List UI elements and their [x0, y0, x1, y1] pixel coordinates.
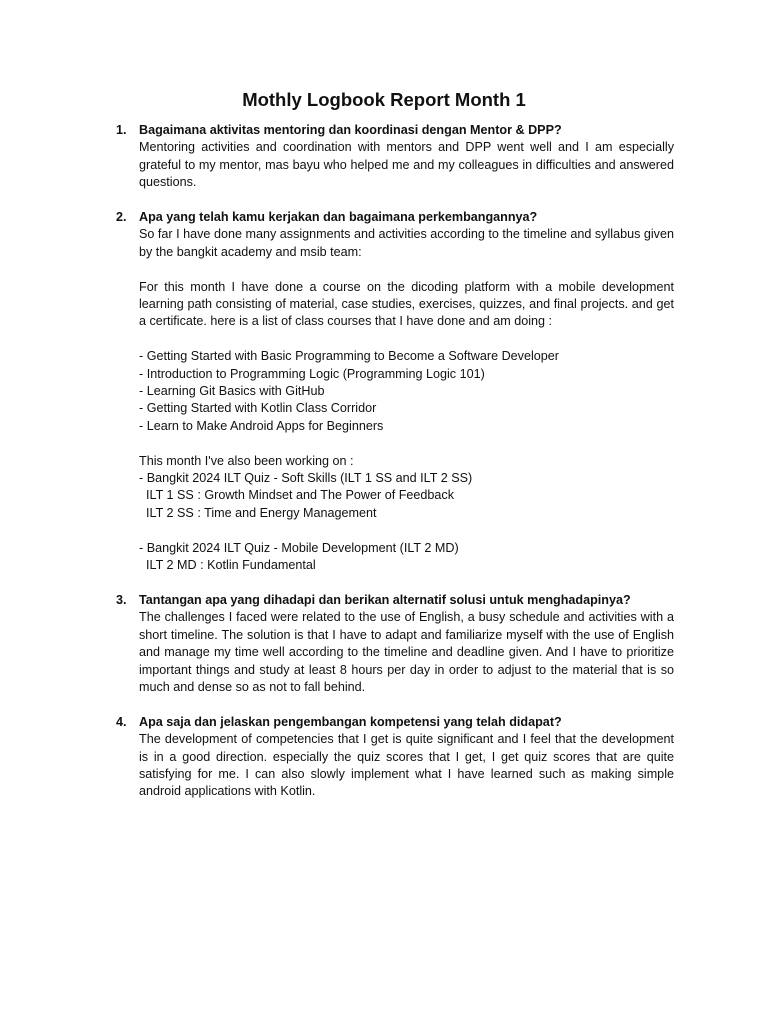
working-on-section	[139, 453, 674, 523]
working-item: ILT 1 SS : Growth Mindset and The Power of Feedback	[139, 488, 455, 503]
item-number: 2.	[116, 210, 127, 225]
document-body	[112, 122, 674, 818]
working-on-section-2	[139, 540, 674, 575]
page-title: Mothly Logbook Report Month 1	[242, 89, 526, 110]
question-heading: Tantangan apa yang dihadapi dan berikan alternatif solusi untuk menghadapinya?	[139, 592, 631, 607]
item-number: 3.	[116, 592, 127, 607]
question-heading: Bagaimana aktivitas mentoring dan koordinasi dengan Mentor & DPP?	[139, 123, 562, 137]
answer-paragraph: So far I have done many assignments and activities according to the timeline and syllabus given by the bangkit academy and msib team:	[139, 227, 674, 259]
item-number: 4.	[116, 714, 127, 729]
working-item: ILT 2 SS : Time and Energy Management	[139, 505, 377, 520]
course-item: - Introduction to Programming Logic (Programming Logic 101)	[139, 366, 485, 381]
list-item	[112, 209, 674, 574]
course-item: - Getting Started with Kotlin Class Corridor	[139, 401, 377, 416]
answer-paragraph: Mentoring activities and coordination with mentors and DPP went well and I am especially grateful to my mentor, mas bayu who helped me and my colleagues in difficulties and answered questions.	[139, 140, 674, 190]
answer-paragraph: For this month I have done a course on the dicoding platform with a mobile development learning path consisting of material, case studies, exercises, quizzes, and final projects. and get a certificate. here is a list of class courses that I have done and am doing :	[139, 279, 674, 329]
question-heading: Apa yang telah kamu kerjakan dan bagaimana perkembangannya?	[139, 210, 538, 225]
working-item: - Bangkit 2024 ILT Quiz - Soft Skills (ILT 1 SS and ILT 2 SS)	[139, 471, 473, 486]
question-heading: Apa saja dan jelaskan pengembangan kompetensi yang telah didapat?	[139, 714, 562, 729]
working-intro: This month I've also been working on :	[139, 453, 354, 468]
course-item: - Getting Started with Basic Programming to Become a Software Developer	[139, 349, 559, 364]
answer-paragraph: The development of competencies that I get is quite significant and I feel that the development is in a good direction. especially the quiz scores that I get, I get quiz scores that are quite satisfying for me. I can also slowly implement what I have learned such as making simple android applications with Kotlin.	[139, 732, 674, 799]
answer-paragraph: The challenges I faced were related to the use of English, a busy schedule and activities with a short timeline. The solution is that I have to adapt and familiarize myself with the use of English and manage my time well according to the timeline and deadline given. And I have to prioritize important things and study at least 8 hours per day in order to adjust to the material that is so much and dense so as not to fall behind.	[139, 610, 674, 694]
working-item: - Bangkit 2024 ILT Quiz - Mobile Development (ILT 2 MD)	[139, 540, 459, 555]
working-item: ILT 2 MD : Kotlin Fundamental	[139, 558, 316, 573]
list-item	[112, 714, 674, 801]
list-item	[112, 122, 674, 192]
list-item	[112, 592, 674, 696]
course-list	[139, 348, 674, 435]
item-number: 1.	[116, 123, 127, 137]
course-item: - Learn to Make Android Apps for Beginners	[139, 418, 384, 433]
course-item: - Learning Git Basics with GitHub	[139, 384, 325, 399]
